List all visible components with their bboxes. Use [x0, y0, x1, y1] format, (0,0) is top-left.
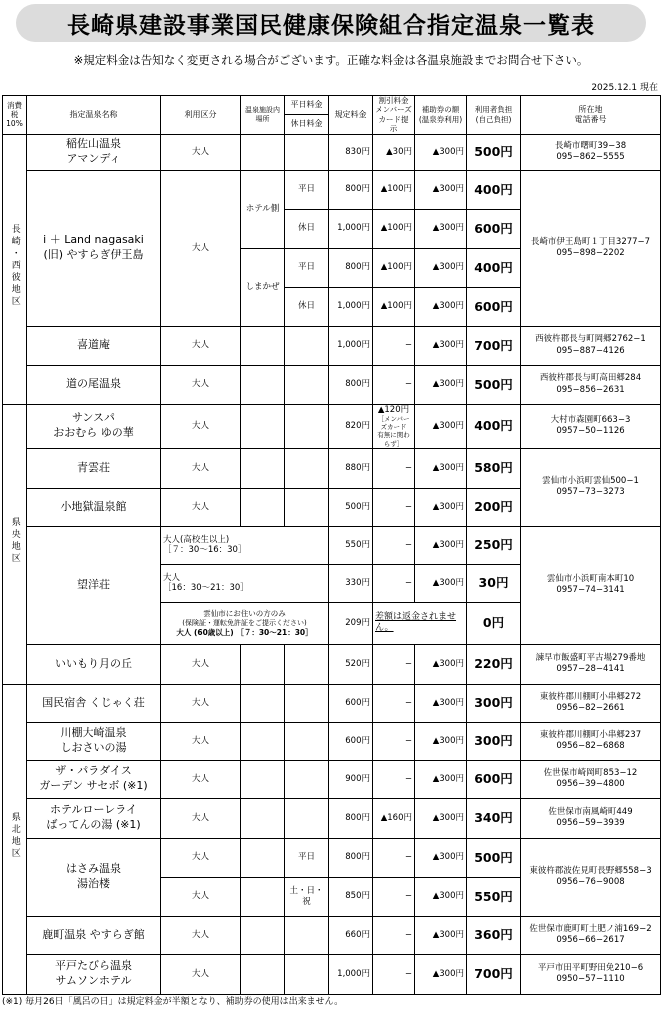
subsidy: ▲300円	[415, 838, 467, 877]
user-pay: 600円	[467, 760, 521, 798]
discount-fee: −	[373, 448, 415, 488]
user-pay: 500円	[467, 134, 521, 170]
subsidy: ▲300円	[415, 877, 467, 916]
col-standard: 規定料金	[329, 96, 373, 135]
subsidy: ▲300円	[415, 134, 467, 170]
refund-note: 差額は返金されません。	[373, 602, 467, 644]
user-pay: 340円	[467, 798, 521, 838]
standard-fee: 900円	[329, 760, 373, 798]
standard-fee: 800円	[329, 838, 373, 877]
place	[241, 684, 285, 722]
place	[241, 644, 285, 684]
category: 大人	[161, 684, 241, 722]
subsidy: ▲300円	[415, 365, 467, 404]
onsen-name: サンスパ おおむら ゆの華	[27, 404, 161, 448]
user-pay: 300円	[467, 684, 521, 722]
category: 大人	[161, 134, 241, 170]
subsidy: ▲300円	[415, 644, 467, 684]
day-type	[285, 365, 329, 404]
standard-fee: 1,000円	[329, 326, 373, 365]
discount-fee: ▲100円	[373, 248, 415, 287]
discount-fee: ▲100円	[373, 170, 415, 209]
place	[241, 916, 285, 954]
place	[241, 404, 285, 448]
onsen-name: 平戸たびら温泉 サムソンホテル	[27, 954, 161, 994]
day-type	[285, 954, 329, 994]
standard-fee: 500円	[329, 488, 373, 526]
discount-fee: −	[373, 684, 415, 722]
standard-fee: 800円	[329, 248, 373, 287]
table-row	[3, 644, 661, 684]
address: 東彼杵郡波佐見町長野郷558−3 0956−76−9008	[521, 838, 661, 916]
discount-note: ［メンバーズカード 有無に関わらず］	[377, 415, 410, 448]
as-of-date: 2025.12.1 現在	[591, 83, 658, 93]
subsidy: ▲300円	[415, 526, 467, 564]
table-row	[3, 326, 661, 365]
discount-fee: −	[373, 526, 415, 564]
discount-fee: −	[373, 488, 415, 526]
standard-fee: 660円	[329, 916, 373, 954]
discount-fee: −	[373, 564, 415, 602]
day-type	[285, 798, 329, 838]
onsen-name: いいもり月の丘	[27, 644, 161, 684]
user-pay: 250円	[467, 526, 521, 564]
table-row	[3, 170, 661, 209]
place	[241, 798, 285, 838]
day-type	[285, 760, 329, 798]
standard-fee: 800円	[329, 365, 373, 404]
discount-fee: ▲100円	[373, 209, 415, 248]
region-label: 長崎・西彼地区	[9, 224, 20, 309]
table-row	[3, 526, 661, 564]
standard-fee: 600円	[329, 722, 373, 760]
category: 大人	[161, 760, 241, 798]
category-line: (保険証・運転免許証をご提示ください)	[182, 618, 307, 627]
onsen-name: 小地獄温泉館	[27, 488, 161, 526]
subsidy: ▲300円	[415, 798, 467, 838]
standard-fee: 800円	[329, 170, 373, 209]
subsidy: ▲300円	[415, 448, 467, 488]
region-kenpoku	[3, 684, 27, 994]
col-user-pay: 利用者負担 (自己負担)	[467, 96, 521, 135]
onsen-table	[2, 95, 661, 995]
title-text: 長崎県建設事業国民健康保険組合指定温泉一覧表	[67, 12, 595, 39]
place	[241, 722, 285, 760]
day-type	[285, 134, 329, 170]
standard-fee: 850円	[329, 877, 373, 916]
day-type: 平日	[285, 838, 329, 877]
day-type: 平日	[285, 170, 329, 209]
day-type	[285, 684, 329, 722]
standard-fee: 800円	[329, 798, 373, 838]
day-type	[285, 326, 329, 365]
onsen-name: ザ・パラダイス ガーデン サセボ (※1)	[27, 760, 161, 798]
place	[241, 134, 285, 170]
subsidy: ▲300円	[415, 916, 467, 954]
user-pay: 300円	[467, 722, 521, 760]
discount-fee: ▲30円	[373, 134, 415, 170]
page-title	[16, 4, 646, 42]
standard-fee: 1,000円	[329, 287, 373, 326]
day-type: 休日	[285, 287, 329, 326]
discount-fee: −	[373, 365, 415, 404]
subsidy: ▲300円	[415, 248, 467, 287]
day-type	[285, 448, 329, 488]
user-pay: 0円	[467, 602, 521, 644]
address: 雲仙市小浜町雲仙500−1 0957−73−3273	[521, 448, 661, 526]
subsidy: ▲300円	[415, 404, 467, 448]
category: 大人(高校生以上) ［７：30〜16：30］	[161, 526, 329, 564]
onsen-name: ホテルローレライ ばってんの湯 (※1)	[27, 798, 161, 838]
discount-fee: −	[373, 644, 415, 684]
category: 大人	[161, 722, 241, 760]
standard-fee: 830円	[329, 134, 373, 170]
category: 大人	[161, 170, 241, 326]
standard-fee: 1,000円	[329, 209, 373, 248]
standard-fee: 1,000円	[329, 954, 373, 994]
col-subsidy: 補助券の額 (温泉券利用)	[415, 96, 467, 135]
onsen-name: はさみ温泉 湯治楼	[27, 838, 161, 916]
table-row	[3, 798, 661, 838]
place	[241, 760, 285, 798]
user-pay: 400円	[467, 248, 521, 287]
notice-text: ※規定料金は告知なく変更される場合がございます。正確な料金は各温泉施設までお問合せ下さい。	[73, 53, 589, 67]
table-row	[3, 684, 661, 722]
category: 大人	[161, 954, 241, 994]
address: 諫早市飯盛町平古場279番地 0957−28−4141	[521, 644, 661, 684]
col-discount: 割引料金 メンバーズ カード提示	[373, 96, 415, 135]
region-label: 県央地区	[9, 517, 20, 566]
footnote: (※1) 毎月26日「風呂の日」は規定料金が半額となり、補助券の使用は出来ません。	[2, 997, 344, 1007]
day-type	[285, 916, 329, 954]
day-type	[285, 488, 329, 526]
discount-value: ▲120円	[377, 404, 410, 415]
category: 大人	[161, 365, 241, 404]
address: 東彼杵郡川棚町小串郷272 0956−82−2661	[521, 684, 661, 722]
day-type	[285, 644, 329, 684]
subsidy: ▲300円	[415, 287, 467, 326]
table-row	[3, 365, 661, 404]
onsen-name: 川棚大崎温泉 しおさいの湯	[27, 722, 161, 760]
day-type: 休日	[285, 209, 329, 248]
discount-fee: −	[373, 722, 415, 760]
address: 雲仙市小浜町南本町10 0957−74−3141	[521, 526, 661, 644]
subsidy: ▲300円	[415, 488, 467, 526]
region-kenou	[3, 404, 27, 684]
address: 大村市森園町663−3 0957−50−1126	[521, 404, 661, 448]
user-pay: 400円	[467, 404, 521, 448]
address: 西彼杵郡長与町岡郷2762−1 095−887−4126	[521, 326, 661, 365]
subsidy: ▲300円	[415, 954, 467, 994]
onsen-name: 稲佐山温泉 アマンディ	[27, 134, 161, 170]
category: 大人	[161, 404, 241, 448]
user-pay: 200円	[467, 488, 521, 526]
onsen-name: 道の尾温泉	[27, 365, 161, 404]
category: 大人	[161, 916, 241, 954]
place: しまかぜ	[241, 248, 285, 326]
onsen-name: 国民宿舎 くじゃく荘	[27, 684, 161, 722]
table-header-row	[3, 96, 661, 115]
onsen-name: 青雲荘	[27, 448, 161, 488]
address: 佐世保市崎岡町853−12 0956−39−4800	[521, 760, 661, 798]
table-row	[3, 722, 661, 760]
user-pay: 360円	[467, 916, 521, 954]
user-pay: 500円	[467, 838, 521, 877]
category: 大人	[161, 326, 241, 365]
standard-fee: 520円	[329, 644, 373, 684]
address: 長崎市伊王島町１丁目3277−7 095−898−2202	[521, 170, 661, 326]
place	[241, 838, 285, 877]
table-row	[3, 916, 661, 954]
onsen-name: i ＋ Land nagasaki (旧) やすらぎ伊王島	[27, 170, 161, 326]
category-line: 大人 (60歳以上) ［７：30〜21：30］	[176, 627, 313, 637]
discount-fee: −	[373, 877, 415, 916]
discount-fee: −	[373, 760, 415, 798]
place	[241, 365, 285, 404]
category	[161, 602, 329, 644]
standard-fee: 600円	[329, 684, 373, 722]
place	[241, 448, 285, 488]
col-tax: 消費税 10%	[3, 96, 27, 135]
place	[241, 877, 285, 916]
place	[241, 488, 285, 526]
user-pay: 400円	[467, 170, 521, 209]
subsidy: ▲300円	[415, 326, 467, 365]
discount-fee: −	[373, 954, 415, 994]
col-category: 利用区分	[161, 96, 241, 135]
user-pay: 500円	[467, 365, 521, 404]
user-pay: 700円	[467, 326, 521, 365]
category: 大人	[161, 838, 241, 877]
user-pay: 700円	[467, 954, 521, 994]
table-row	[3, 838, 661, 877]
table-row	[3, 760, 661, 798]
standard-fee: 209円	[329, 602, 373, 644]
region-nagasaki	[3, 134, 27, 404]
discount-fee: −	[373, 838, 415, 877]
discount-fee: ▲160円	[373, 798, 415, 838]
col-weekday-fee: 平日料金	[285, 96, 329, 115]
subsidy: ▲300円	[415, 722, 467, 760]
standard-fee: 550円	[329, 526, 373, 564]
address: 佐世保市鹿町町土肥ノ浦169−2 0956−66−2617	[521, 916, 661, 954]
region-label: 県北地区	[9, 812, 20, 861]
user-pay: 600円	[467, 209, 521, 248]
onsen-name: 鹿町温泉 やすらぎ館	[27, 916, 161, 954]
day-type: 平日	[285, 248, 329, 287]
day-type	[285, 404, 329, 448]
address: 平戸市田平町野田免210−6 0950−57−1110	[521, 954, 661, 994]
address: 佐世保市南風崎町449 0956−59−3939	[521, 798, 661, 838]
place	[241, 326, 285, 365]
category-line: 雲仙市にお住いの方のみ	[203, 609, 286, 619]
place: ホテル側	[241, 170, 285, 248]
address: 東彼杵郡川棚町小串郷237 0956−82−6868	[521, 722, 661, 760]
discount-fee: ▲100円	[373, 287, 415, 326]
col-address: 所在地 電話番号	[521, 96, 661, 135]
address: 長崎市曙町39−38 095−862−5555	[521, 134, 661, 170]
category: 大人	[161, 488, 241, 526]
category: 大人	[161, 798, 241, 838]
col-place: 温泉施設内場所	[241, 96, 285, 135]
user-pay: 550円	[467, 877, 521, 916]
standard-fee: 820円	[329, 404, 373, 448]
day-type	[285, 722, 329, 760]
category: 大人	[161, 448, 241, 488]
table-row	[3, 404, 661, 448]
onsen-name: 喜道庵	[27, 326, 161, 365]
subsidy: ▲300円	[415, 209, 467, 248]
category: 大人	[161, 644, 241, 684]
day-type: 土・日・祝	[285, 877, 329, 916]
standard-fee: 880円	[329, 448, 373, 488]
table-row	[3, 954, 661, 994]
subsidy: ▲300円	[415, 170, 467, 209]
user-pay: 580円	[467, 448, 521, 488]
user-pay: 30円	[467, 564, 521, 602]
category: 大人	[161, 877, 241, 916]
category: 大人 ［16：30〜21：30］	[161, 564, 329, 602]
standard-fee: 330円	[329, 564, 373, 602]
discount-fee: −	[373, 916, 415, 954]
discount-fee	[373, 404, 415, 448]
user-pay: 220円	[467, 644, 521, 684]
onsen-name: 望洋荘	[27, 526, 161, 644]
table-row	[3, 134, 661, 170]
address: 西彼杵郡長与町高田郷284 095−856−2631	[521, 365, 661, 404]
col-name: 指定温泉名称	[27, 96, 161, 135]
place	[241, 954, 285, 994]
table-row	[3, 448, 661, 488]
discount-fee: −	[373, 326, 415, 365]
subsidy: ▲300円	[415, 684, 467, 722]
col-holiday-fee: 休日料金	[285, 115, 329, 134]
user-pay: 600円	[467, 287, 521, 326]
subsidy: ▲300円	[415, 760, 467, 798]
subsidy: ▲300円	[415, 564, 467, 602]
